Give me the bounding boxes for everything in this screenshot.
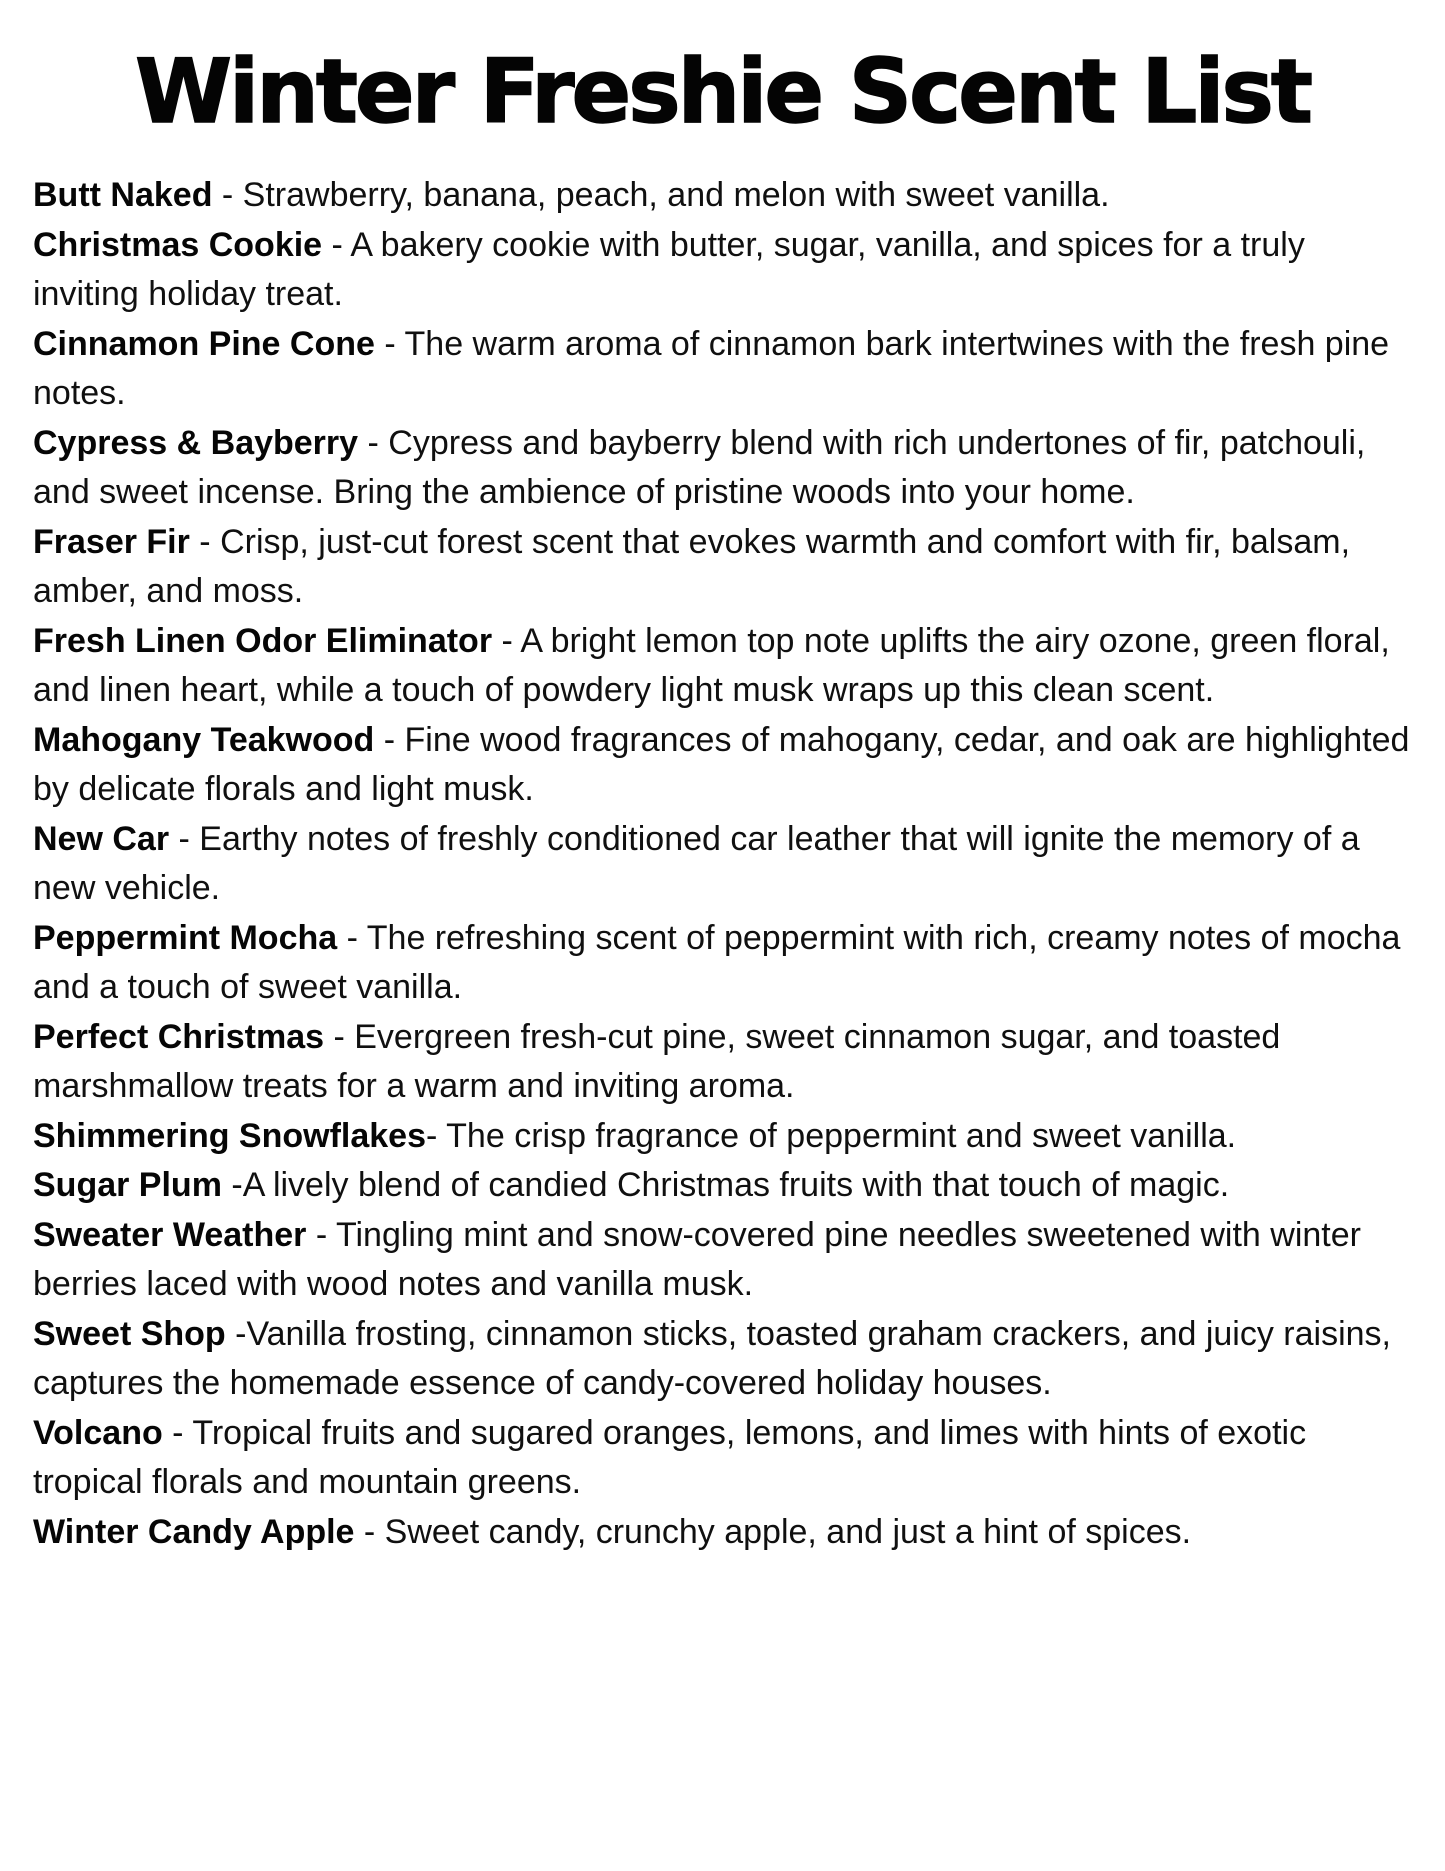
- page-title: Winter Freshie Scent List: [134, 40, 1310, 143]
- list-item: [33, 1310, 1412, 1409]
- list-item: [33, 815, 1412, 914]
- scent-name: Shimmering Snowflakes: [33, 1116, 426, 1155]
- scent-description: - Evergreen fresh-cut pine, sweet cinnamon sugar, and toasted marshmallow treats for a warm and inviting aroma.: [33, 1017, 1281, 1105]
- list-item: [33, 1161, 1412, 1211]
- scent-name: Perfect Christmas: [33, 1017, 325, 1056]
- scent-description: - Tingling mint and snow-covered pine needles sweetened with winter berries laced with wood notes and vanilla musk.: [33, 1215, 1361, 1303]
- scent-description: - The crisp fragrance of peppermint and sweet vanilla.: [426, 1116, 1237, 1155]
- list-item: [33, 1013, 1412, 1112]
- list-item: [33, 1211, 1412, 1310]
- list-item: [33, 320, 1412, 419]
- scent-name: Peppermint Mocha: [33, 918, 338, 957]
- scent-name: Mahogany Teakwood: [33, 720, 375, 759]
- scent-name: Volcano: [33, 1413, 163, 1452]
- scent-description: -A lively blend of candied Christmas fruits with that touch of magic.: [221, 1166, 1230, 1204]
- scent-description: - A bright lemon top note uplifts the airy ozone, green floral, and linen heart, while a touch of powdery light musk wraps up this clean scent.: [33, 621, 1390, 709]
- scent-name: New Car: [33, 819, 170, 858]
- scent-description: - Earthy notes of freshly conditioned car leather that will ignite the memory of a new vehicle.: [33, 819, 1360, 907]
- list-item: [33, 716, 1412, 815]
- list-item: [33, 914, 1412, 1013]
- list-item: [33, 617, 1412, 716]
- list-item: [33, 1409, 1412, 1508]
- list-item: [33, 419, 1412, 518]
- scent-name: Fresh Linen Odor Eliminator: [33, 621, 493, 660]
- scent-description: - Strawberry, banana, peach, and melon with sweet vanilla.: [212, 176, 1110, 214]
- scent-description: - Tropical fruits and sugared oranges, lemons, and limes with hints of exotic tropical florals and mountain greens.: [33, 1413, 1307, 1501]
- scent-name: Butt Naked: [33, 176, 213, 214]
- scent-description: - A bakery cookie with butter, sugar, vanilla, and spices for a truly inviting holiday treat.: [33, 225, 1305, 313]
- scent-description: - The refreshing scent of peppermint with rich, creamy notes of mocha and a touch of sweet vanilla.: [33, 918, 1401, 1006]
- scent-description: - The warm aroma of cinnamon bark intertwines with the fresh pine notes.: [33, 324, 1390, 412]
- scent-name: Cinnamon Pine Cone: [33, 324, 375, 363]
- scent-name: Fraser Fir: [33, 522, 190, 561]
- scent-name: Sweet Shop: [33, 1314, 226, 1353]
- scent-name: Sugar Plum: [33, 1166, 222, 1204]
- scent-description: - Crisp, just-cut forest scent that evokes warmth and comfort with fir, balsam, amber, and moss.: [33, 522, 1351, 610]
- scent-name: Cypress & Bayberry: [33, 423, 359, 462]
- scent-description: - Cypress and bayberry blend with rich undertones of fir, patchouli, and sweet incense. Bring the ambience of pristine woods into your home.: [33, 423, 1366, 511]
- scent-description: - Fine wood fragrances of mahogany, cedar, and oak are highlighted by delicate florals and light musk.: [33, 720, 1410, 808]
- scent-name: Christmas Cookie: [33, 225, 323, 264]
- scent-list: [33, 171, 1412, 1557]
- list-item: [33, 221, 1412, 320]
- list-item: [33, 1112, 1412, 1162]
- scent-description: - Sweet candy, crunchy apple, and just a hint of spices.: [354, 1512, 1192, 1551]
- scent-name: Winter Candy Apple: [33, 1512, 355, 1551]
- scent-description: -Vanilla frosting, cinnamon sticks, toasted graham crackers, and juicy raisins, captures the homemade essence of candy-covered holiday houses.: [33, 1314, 1391, 1402]
- list-item: [33, 1508, 1412, 1558]
- list-item: [33, 518, 1412, 617]
- list-item: [33, 171, 1412, 221]
- scent-name: Sweater Weather: [33, 1215, 307, 1254]
